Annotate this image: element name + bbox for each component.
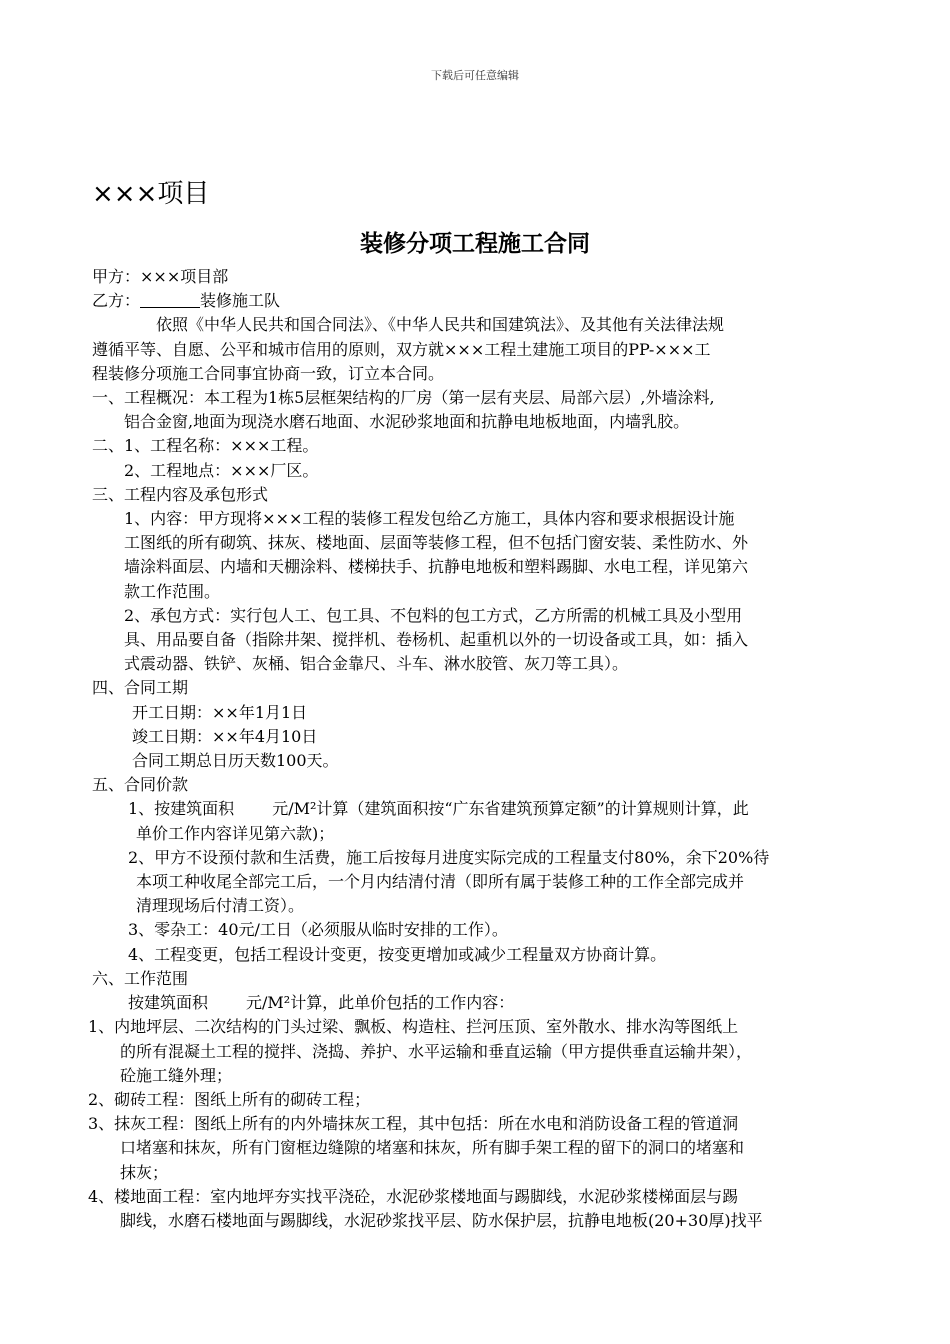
party-b-blank [140, 291, 200, 308]
section-6-line [92, 991, 872, 1015]
section-6-line: 抹灰； [120, 1162, 169, 1182]
section-6-line: 4、楼地面工程：室内地坪夯实找平浇砼，水泥砂浆楼地面与踢脚线，水泥砂浆楼梯面层与踢 [88, 1186, 739, 1206]
section-6-line: 口堵塞和抹灰，所有门窗框边缝隙的堵塞和抹灰，所有脚手架工程的留下的洞口的堵塞和 [120, 1138, 745, 1158]
section-3-line: 1、内容：甲方现将×××工程的装修工程发包给乙方施工，具体内容和要求根据设计施 [124, 509, 735, 529]
section-5-line: 2、甲方不设预付款和生活费，施工后按每月进度实际完成的工程量支付80%，余下20%待 [128, 847, 770, 867]
section-3-line: 式震动器、铁铲、灰桶、铝合金靠尺、斗车、淋水胶管、灰刀等工具）。 [124, 654, 629, 674]
section-3-line: 具、用品要自备（指除井架、搅拌机、卷杨机、起重机以外的一切设备或工具，如：插入 [124, 630, 749, 650]
section-5-line: 3、零杂工：40元/工日（必须服从临时安排的工作）。 [128, 920, 508, 940]
price-pre: 1、按建筑面积 [128, 799, 235, 819]
section-6-line: 脚线，水磨石楼地面与踢脚线，水泥砂浆找平层、防水保护层，抗静电地板(20+30厚)找平 [120, 1210, 763, 1230]
intro-line: 程装修分项施工合同事宜协商一致，订立本合同。 [92, 363, 445, 383]
start-date: 开工日期：××年1月1日 [132, 702, 308, 722]
end-date: 竣工日期：××年4月10日 [132, 726, 318, 746]
section-5-heading: 五、合同价款 [92, 775, 189, 795]
section-5-line [92, 797, 872, 821]
section-5-line: 清理现场后付清工资）。 [136, 896, 305, 916]
section-3-line: 2、承包方式：实行包人工、包工具、不包料的包工方式，乙方所需的机械工具及小型用 [124, 605, 743, 625]
section-3-line: 工图纸的所有砌筑、抹灰、楼地面、层面等装修工程，但不包括门窗安装、柔性防水、外 [124, 533, 749, 553]
contract-body [88, 265, 872, 1233]
section-6-line: 2、砌砖工程：图纸上所有的砌砖工程； [88, 1089, 371, 1109]
party-b-suffix: 装修施工队 [200, 291, 281, 311]
total-days: 合同工期总日历天数100天。 [132, 751, 339, 771]
party-b [92, 289, 872, 313]
section-4-heading: 四、合同工期 [92, 678, 189, 698]
section-1-line: 铝合金窗,地面为现浇水磨石地面、水泥砂浆地面和抗静电地板地面，内墙乳胶。 [124, 412, 690, 432]
section-1-line: 一、工程概况：本工程为1栋5层框架结构的厂房（第一层有夹层、局部六层）,外墙涂料, [92, 388, 715, 408]
scope-post: 元/M²计算，此单价包括的工作内容： [246, 993, 515, 1013]
header-note: 下载后可任意编辑 [431, 69, 519, 82]
section-5-line: 单价工作内容详见第六款)； [136, 823, 335, 843]
section-3-line: 款工作范围。 [124, 581, 221, 601]
section-5-line: 本项工种收尾全部完工后，一个月内结清付清（即所有属于装修工种的工作全部完成并 [136, 872, 745, 892]
party-a: 甲方：×××项目部 [92, 267, 229, 286]
section-6-line: 砼施工缝外理； [120, 1065, 233, 1085]
price-post: 元/M²计算（建筑面积按“广东省建筑预算定额”的计算规则计算，此 [272, 799, 749, 819]
scope-pre: 按建筑面积 [128, 993, 209, 1013]
project-title: ×××项目 [92, 179, 210, 209]
section-6-heading: 六、工作范围 [92, 968, 189, 988]
section-5-line: 4、工程变更，包括工程设计变更，按变更增加或减少工程量双方协商计算。 [128, 944, 667, 964]
section-6-line: 3、抹灰工程：图纸上所有的内外墙抹灰工程，其中包括：所在水电和消防设备工程的管道洞 [88, 1114, 739, 1134]
section-3-line: 墙涂料面层、内墙和天棚涂料、楼梯扶手、抗静电地板和塑料踢脚、水电工程，详见第六 [124, 557, 749, 577]
section-6-line: 1、内地坪层、二次结构的门头过梁、飘板、构造柱、拦河压顶、室外散水、排水沟等图纸上 [88, 1017, 739, 1037]
intro-line: 依照《中华人民共和国合同法》、《中华人民共和国建筑法》、及其他有关法律法规 [156, 315, 725, 335]
section-6-line: 的所有混凝土工程的搅拌、浇捣、养护、水平运输和垂直运输（甲方提供垂直运输井架）， [120, 1041, 753, 1061]
contract-title: 装修分项工程施工合同 [360, 231, 590, 257]
section-2-line: 2、工程地点：×××厂区。 [124, 460, 319, 480]
party-b-prefix: 乙方： [92, 291, 141, 311]
intro-line: 遵循平等、自愿、公平和城市信用的原则，双方就×××工程土建施工项目的PP-×××工 [92, 339, 711, 359]
section-2-line: 二、1、工程名称：×××工程。 [92, 436, 319, 456]
section-3-heading: 三、工程内容及承包形式 [92, 484, 269, 504]
